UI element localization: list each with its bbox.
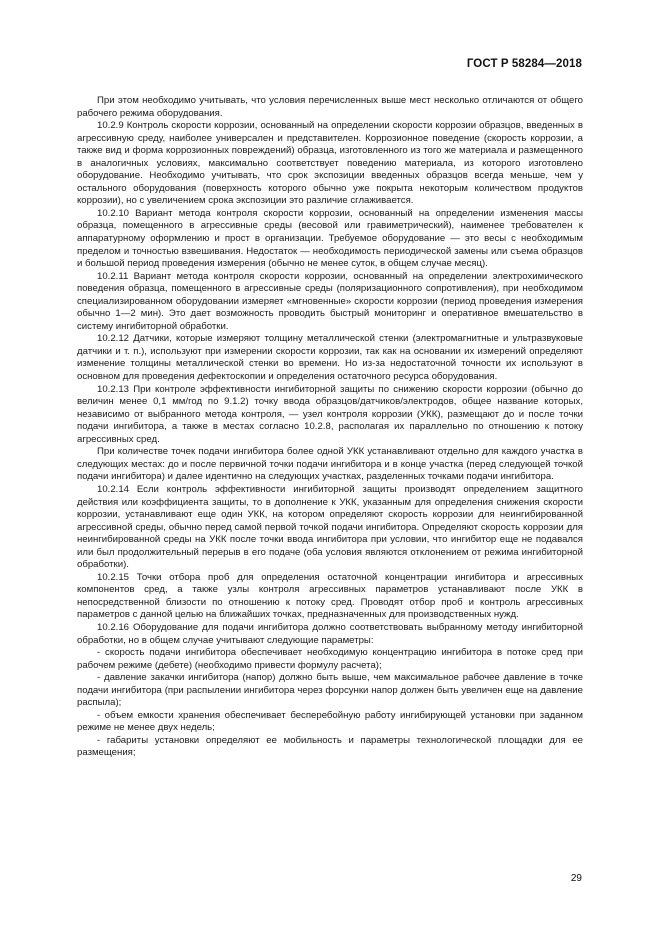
paragraph-ukk-placement: При количестве точек подачи ингибитора более одной УКК устанавливают отдельно для каждого участка в следующих местах: до и после первичной точки подачи ингибитора и в конце участка (перед следующей точкой подачи ингибитора) и далее идентично на следующих участках, разделенных точками подачи ингибитора. [77, 446, 583, 483]
paragraph-10-2-12: 10.2.12 Датчики, которые измеряют толщину металлической стенки (электромагнитные и ультразвуковые датчики и т. п.), используют при измерении скорости коррозии, так как на основании их измерений определяют изменение толщины металлической стенки во времени. Но из-за недостаточной точности их используют в основном для проведения дефектоскопии и определения остаточного ресурса оборудования. [77, 333, 583, 383]
list-item-feed-rate: - скорость подачи ингибитора обеспечивает необходимую концентрацию ингибитора в потоке сред при рабочем режиме (дебете) (необходимо привести формулу расчета); [77, 647, 583, 671]
paragraph-10-2-11: 10.2.11 Вариант метода контроля скорости коррозии, основанный на определении электрохимического поведения образца, помещенного в агрессивные среды (поляризационного сопротивления), при необходимом специализированном оборудовании измеряет «мгновенные» скорости коррозии (период проведения измерения обычно 1—2 мин). Это дает возможность проводить быстрый мониторинг и оперативное вмешательство в систему ингибиторной обработки. [77, 270, 583, 332]
paragraph-10-2-16: 10.2.16 Оборудование для подачи ингибитора должно соответствовать выбранному методу ингибиторной обработки, но в общем случае учитывают следующие параметры: [77, 621, 583, 646]
paragraph-10-2-10: 10.2.10 Вариант метода контроля скорости коррозии, основанный на определении изменения массы образца, помещенного в агрессивные среды (весовой или гравиметрический), наименее требователен к аппаратурному оформлению и прост в организации. Требуемое оборудование — это весы с необходимым пределом и точностью взвешивания. Недостаток — необходимость периодической замены или съема образцов и большой период проведения измерения (обычно не менее суток, в общем случае месяц). [77, 207, 583, 270]
document-body [77, 95, 583, 760]
list-item-dimensions: - габариты установки определяют ее мобильность и параметры технологической площадки для ее размещения; [77, 734, 583, 759]
paragraph-10-2-13: 10.2.13 При контроле эффективности ингибиторной защиты по снижению скорости коррозии (обычно до величин менее 0,1 мм/год по 9.1.2) точку ввода образцов/датчиков/электродов, общее название которых, независимо от выбранного метода контроля, — узел контроля коррозии (УКК), размещают до и после точки подачи ингибитора, а также в местах согласно 10.2.8, располагая их параллельно по отношению к потоку агрессивных сред. [77, 383, 583, 445]
paragraph-10-2-14: 10.2.14 Если контроль эффективности ингибиторной защиты производят определением защитного действия или коэффициента защиты, то в дополнение к УКК, указанным для определения снижения скорости коррозии, устанавливают еще один УКК, на котором определяют скорость коррозии для неингибированной агрессивной среды, обычно перед самой первой точкой подачи ингибитора. Определяют скорость коррозии для неингибированной среды на УКК после точки ввода ингибитора при условии, что ингибитор еще не подавался или был продолжительный перерыв в его подаче (оба условия являются отклонением от режима ингибиторной обработки). [77, 483, 583, 571]
paragraph-intro: При этом необходимо учитывать, что условия перечисленных выше мест несколько отличаются от общего рабочего режима оборудования. [77, 95, 583, 119]
paragraph-10-2-9: 10.2.9 Контроль скорости коррозии, основанный на определении скорости коррозии образцов, введенных в агрессивную среду, наиболее универсален и представителен. Коррозионное поведение (скорость коррозии, а также вид и форма коррозионных повреждений) образца, изготовленного из того же материала и размещенного в аналогичных условиях, максимально соответствует поведению материала, из которого изготовлено оборудование. Необходимо учитывать, что срок экспозиции введенных образцов всегда меньше, чем у остального оборудования (поверхность которого обычно уже покрыта некоторым количеством продуктов коррозии), но с увеличением срока экспозиции это различие сглаживается. [77, 120, 583, 207]
page-number: 29 [570, 873, 582, 884]
list-item-injection-pressure: - давление закачки ингибитора (напор) должно быть выше, чем максимальное рабочее давление в точке подачи ингибитора (при распылении ингибитора через форсунки напор должен быть увеличен еще на давление распыла); [77, 672, 583, 709]
paragraph-10-2-15: 10.2.15 Точки отбора проб для определения остаточной концентрации ингибитора и агрессивных компонентов сред, а также узлы контроля агрессивных параметров устанавливают после УКК в непосредственной близости по отношению к потоку сред. Проводят отбор проб и контроль агрессивных параметров с данной целью на ближайших точках, предназначенных для производственных нужд. [77, 571, 583, 621]
standard-header: ГОСТ Р 58284—2018 [466, 58, 582, 70]
list-item-tank-volume: - объем емкости хранения обеспечивает бесперебойную работу ингибирующей установки при заданном режиме не менее двух недель; [77, 709, 583, 734]
